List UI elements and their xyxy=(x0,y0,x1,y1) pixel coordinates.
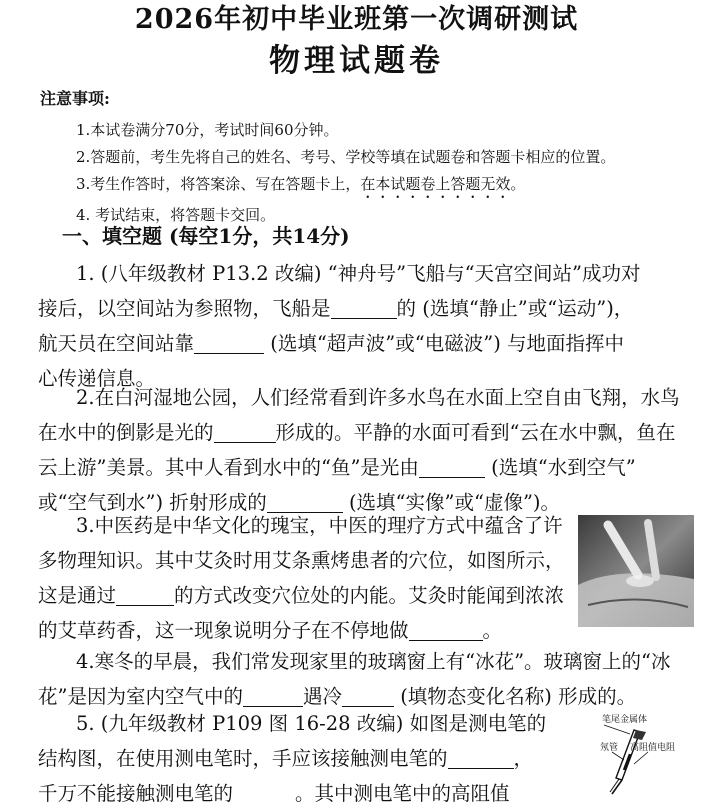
question-text: 花”是因为室内空气中的 xyxy=(38,685,243,708)
question-text: 云上游”美景。其中人看到水中的“鱼”是光由 xyxy=(38,456,419,479)
notice-item-text: 3.考生作答时，将答案涂、写在答题卡上， xyxy=(76,175,361,193)
question-text: (选填“实像”或“虚像”)。 xyxy=(342,491,561,514)
answer-blank[interactable] xyxy=(448,746,514,769)
exam-title: 2026年初中毕业班第一次调研测试 xyxy=(134,4,579,35)
question-text: 的艾草药香，这一现象说明分子在不停地做 xyxy=(38,619,409,642)
notice-heading: 注意事项: xyxy=(40,89,110,108)
answer-blank[interactable] xyxy=(194,331,264,354)
question-text: 形成的。平静的水面可看到“云在水中飘，鱼在 xyxy=(275,421,676,444)
pen-label-tube: 氖管 xyxy=(600,743,619,753)
notice-item: 2.答题前，考生先将自己的姓名、考号、学校等填在试题卷和答题卡相应的位置。 xyxy=(76,148,616,166)
question-line: 1. (八年级教材 P13.2 改编) “神舟号”飞船与“天宫空间站”成功对 xyxy=(76,262,641,285)
notice-item-text: 。 xyxy=(510,175,526,193)
question-4 xyxy=(38,644,693,714)
pen-label-resistor: 高阻值电阻 xyxy=(630,743,676,753)
question-text: 。其中测电笔中的高阻值 xyxy=(295,782,510,805)
question-line: 2.在白河湿地公园，人们经常看到许多水鸟在水面上空自由飞翔，水鸟 xyxy=(76,386,680,409)
question-2 xyxy=(38,380,693,520)
answer-blank[interactable] xyxy=(116,583,174,606)
question-line xyxy=(38,326,693,361)
question-1 xyxy=(38,256,693,396)
question-line: 3.中医药是中华文化的瑰宝，中医的理疗方式中蕴含了许 xyxy=(76,514,563,537)
question-line xyxy=(38,450,693,485)
question-line: 多物理知识。其中艾灸时用艾条熏烤患者的穴位，如图所示， xyxy=(38,549,565,572)
question-text: 接后，以空间站为参照物，飞船是 xyxy=(38,297,331,320)
moxibustion-figure xyxy=(578,515,694,627)
question-text: 这是通过 xyxy=(38,584,117,607)
question-line: 心传递信息。 xyxy=(38,367,156,390)
question-text: 遇冷 xyxy=(302,685,342,708)
notice-item: 4. 考试结束，将答题卡交回。 xyxy=(76,206,276,224)
question-text: 航天员在空间站靠 xyxy=(38,332,195,355)
question-text: (选填“水到空气” xyxy=(484,456,636,479)
question-text: 。 xyxy=(482,619,503,642)
answer-blank[interactable] xyxy=(419,455,485,478)
notice-list xyxy=(76,117,696,229)
answer-blank[interactable] xyxy=(214,420,276,443)
question-line xyxy=(38,415,693,450)
section-title: 一、填空题 (每空1分，共14分) xyxy=(62,224,350,248)
question-text: 结构图，在使用测电笔时，手应该接触测电笔的 xyxy=(38,747,448,770)
pen-label-cap: 笔尾金属体 xyxy=(602,715,648,725)
question-line: 4.寒冬的早晨，我们常发现家里的玻璃窗上有“冰花”。玻璃窗上的“冰 xyxy=(76,650,671,673)
notice-item: 1.本试卷满分70分，考试时间60分钟。 xyxy=(76,121,339,139)
question-text: ， xyxy=(513,747,534,770)
question-text: 或“空气到水”) 折射形成的 xyxy=(38,491,267,514)
answer-blank[interactable] xyxy=(409,618,483,641)
test-pen-body xyxy=(610,730,646,794)
question-text: 千万不能接触测电笔的 xyxy=(38,782,234,805)
notice-item xyxy=(76,171,696,202)
question-text: 在水中的倒影是光的 xyxy=(38,421,214,444)
question-line: 5. (九年级教材 P109 图 16-28 改编) 如图是测电笔的 xyxy=(76,712,547,735)
question-text: (填物态变化名称) 形成的。 xyxy=(394,685,637,708)
answer-blank[interactable] xyxy=(331,296,397,319)
question-text: 的 (选填“静止”或“运动”)， xyxy=(396,297,634,320)
question-text: (选填“超声波”或“电磁波”) 与地面指挥中 xyxy=(264,332,625,355)
notice-emphasis-text: 在本试题卷上答题无效 xyxy=(360,175,511,193)
question-text: 的方式改变穴位处的内能。艾灸时能闻到浓浓 xyxy=(174,584,565,607)
answer-blank[interactable] xyxy=(342,684,394,707)
question-line xyxy=(38,291,693,326)
exam-subtitle: 物理试题卷 xyxy=(269,43,444,79)
test-pen-figure xyxy=(560,710,700,795)
answer-blank[interactable] xyxy=(243,684,303,707)
answer-blank[interactable] xyxy=(233,781,295,804)
